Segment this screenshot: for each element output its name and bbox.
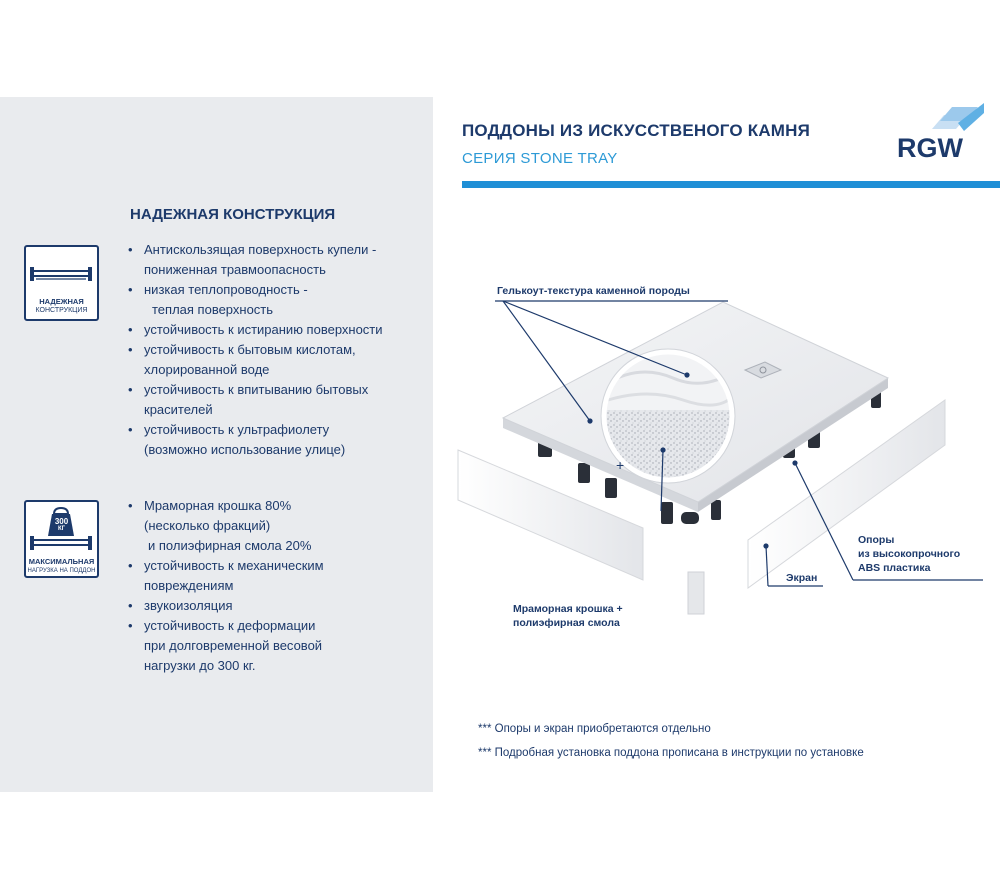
note-1: *** Опоры и экран приобретаются отдельно [478, 723, 711, 735]
label-supports-2: из высокопрочного [858, 548, 961, 560]
label-screen: Экран [786, 572, 818, 584]
load-caption-2: НАГРУЗКА НА ПОДДОН [27, 568, 96, 574]
list-item: • Мраморная крошка 80% (несколько фракций) и полиэфирная смола 20% [128, 496, 324, 556]
construction-caption-2: КОНСТРУКЦИЯ [35, 307, 88, 314]
list-item: • устойчивость к ультрафиолету (возможно использование улице) [128, 420, 383, 460]
label-marble-2: полиэфирная смола [513, 617, 620, 629]
label-supports-1: Опоры [858, 534, 895, 546]
corner-piece [688, 572, 704, 614]
list-item: • устойчивость к впитыванию бытовых красителей [128, 380, 383, 420]
list-item: • устойчивость к механическим повреждениям [128, 556, 324, 596]
list-item: • устойчивость к деформации при долговременной весовой нагрузки до 300 кг. [128, 616, 324, 676]
list-item: • устойчивость к бытовым кислотам, хлорированной воде [128, 340, 383, 380]
list-item: • низкая теплопроводность - теплая поверхность [128, 280, 383, 320]
weight-unit: КГ [57, 526, 66, 532]
label-marble-1: Мраморная крошка + [513, 603, 623, 615]
svg-text:+: + [616, 457, 625, 473]
load-caption-1: МАКСИМАЛЬНАЯ [28, 557, 95, 566]
list-item: • Антискользящая поверхность купели - пониженная травмоопасность [128, 240, 383, 280]
label-supports-3: ABS пластика [858, 562, 931, 574]
construction-icon [24, 245, 99, 321]
note-2: *** Подробная установка поддона прописана в инструкции по установке [478, 747, 864, 759]
main-title: ПОДДОНЫ ИЗ ИСКУССТВЕНОГО КАМНЯ [462, 121, 811, 140]
section-title: НАДЕЖНАЯ КОНСТРУКЦИЯ [130, 206, 336, 223]
title-accent-bar [462, 181, 1000, 188]
label-gelcoat: Гелькоут-текстура каменной породы [497, 285, 690, 297]
sub-title: СЕРИЯ STONE TRAY [462, 150, 618, 167]
logo-text: RGW [897, 133, 963, 163]
list-item: • звукоизоляция [128, 596, 324, 616]
features-list-2 [128, 496, 324, 676]
shelf-icon [26, 247, 97, 297]
weight-value: 300 [54, 517, 69, 526]
max-load-icon [24, 500, 99, 578]
features-list-1 [128, 240, 383, 460]
list-item: • устойчивость к истиранию поверхности [128, 320, 383, 340]
construction-caption-1: НАДЕЖНАЯ [39, 297, 84, 306]
